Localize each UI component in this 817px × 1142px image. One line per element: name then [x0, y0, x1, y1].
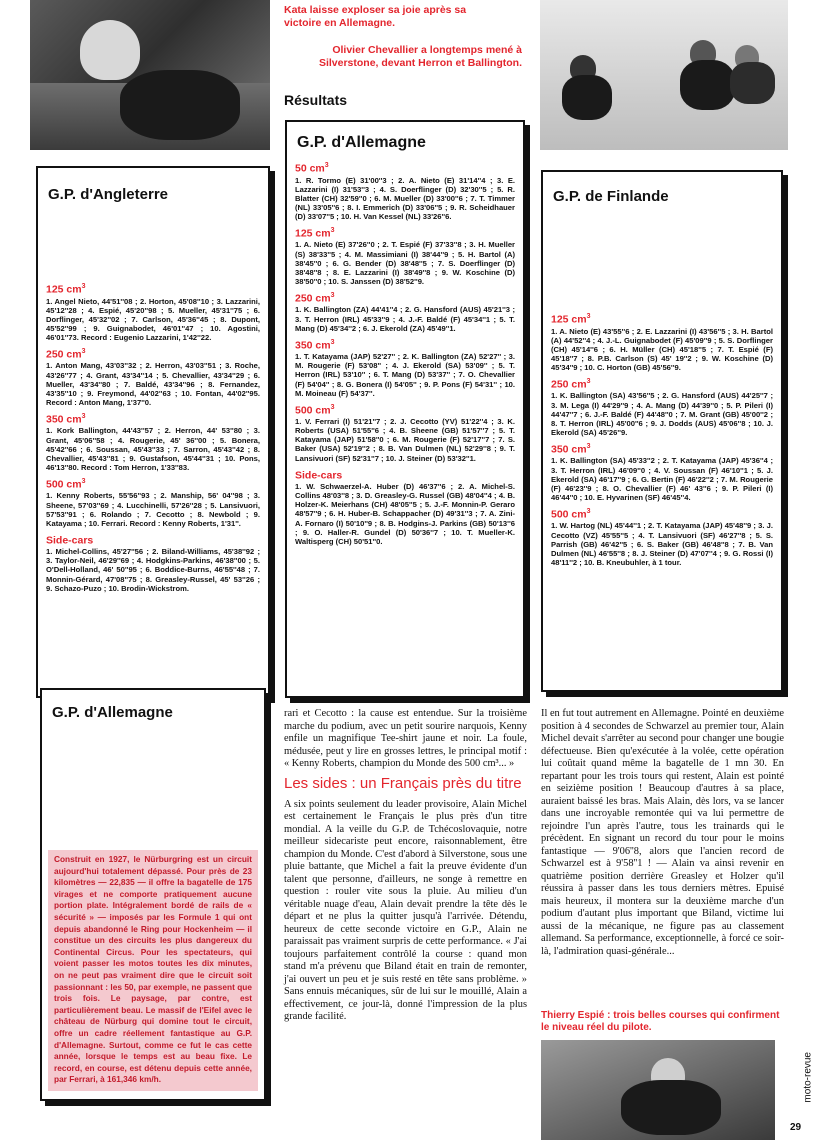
class-label: 250 $cm^3$	[295, 291, 335, 305]
class-results: 1. Kenny Roberts, 55'56''93 ; 2. Manship, 56' 04''98 ; 3. Sheene, 57'03''69 ; 4. Lucchinelli, 57'26''28 ; 5. Lansivuori, 57'53''91 ; 6. Rolando ; 7. Cecotto ; 8. Newbold ; 9. Katayama ; 10. Ferrari. Record : Kenny Roberts, 1'31''.	[46, 491, 260, 528]
box-title: G.P. d'Allemagne	[297, 134, 426, 151]
class-results: 1. Anton Mang, 43'03''32 ; 2. Herron, 43'03''51 ; 3. Roche, 43'26''77 ; 4. Grant, 43'34''14 ; 5. Chevallier, 43'34''29 ; 6. Mueller, 43'34''80 ; 7. Baldé, 43'34''96 ; 8. Fernandez, 43'35''10 ; 9. Freymond, 44'02''63 ; 10. Fontan, 44'02''95. Record : Anton Mang, 1'37''0.	[46, 361, 260, 407]
class-results: 1. K. Ballington (SA) 43'56''5 ; 2. G. Hansford (AUS) 44'25''7 ; 3. M. Lega (I) 44'29''9 ; 4. A. Mang (D) 44'39''0 ; 5. P. Pileri (I) 44'47''7 ; 6. J.-F. Baldé (F) 44'48''0 ; 7. M. Grant (GB) 45'00''2 ; 8. T. Herron (IRL) 45'00''6 ; 9. J. Dodds (AUS) 45'06''8 ; 10. J. Ekerold (SA) 45'26''9.	[551, 391, 773, 437]
class-label: 250 $cm^3$	[551, 377, 591, 391]
results-list	[38, 283, 268, 593]
results-heading: Résultats	[284, 92, 348, 108]
box-title: G.P. d'Allemagne	[52, 704, 173, 721]
caption-kata: Kata laisse exploser sa joie après sa victoire en Allemagne.	[284, 4, 467, 29]
nurburgring-text: Construit en 1927, le Nürburgring est un circuit aujourd'hui totalement dépassé. Pour près de 23 kilomètres — 22,835 — il offre la bagatelle de 175 virages et ne comporte pratiquement aucune portion plate. Intégralement bordé de rails de « sécurité » — imposés par les Formule 1 qui ont depuis abandonné le Ring pour Hockenheim — il constitue un des circuits les plus dangereux du Continental Circus. Pour les spectateurs, qui voient passer les motos toutes les dix minutes, on ne peut pas vraiment dire que le circuit soit passionnant : les 50, par exemple, ne passent que trois fois. Le paysage, par contre, est particulièrement beau. Le massif de l'Eifel avec le château de Nürburg qui domine tout le circuit, offre un cadre réellement fantastique au G.P. d'Allemagne. Surtout, comme ce fut le cas cette année, lorsque le temps est au beau fixe. Le record, en course, est détenu depuis cette année, par Ferrari, à 161,346 km/h.	[48, 850, 258, 1091]
class-results: 1. Angel Nieto, 44'51''08 ; 2. Horton, 45'08''10 ; 3. Lazzarini, 45'12''28 ; 4. Espié, 45'20''98 ; 5. Mueller, 45'31''75 ; 6. Dorflinger, 45'32''02 ; 7. Carlson, 45'36''45 ; 8. Dupont, 45'52''99 ; 9. Guignabodet, 46'01''47 ; 10. Agostini, 46'01''73. Record : Eugenio Lazzarini, 1'42''22.	[46, 296, 260, 342]
box-title: G.P. d'Angleterre	[48, 186, 168, 203]
class-label: 125 $cm^3$	[295, 226, 335, 240]
class-label: 50 $cm^3$	[295, 162, 329, 175]
section-title-rest: : un Français près du titre	[347, 774, 522, 792]
box-gp-angleterre	[36, 166, 270, 698]
class-results: 1. W. Hartog (NL) 45'44''1 ; 2. T. Katayama (JAP) 45'48''9 ; 3. J. Cecotto (VZ) 45'55''5 ; 4. T. Lansivuori (SF) 46'27''8 ; 5. S. Parrish (GB) 46'42''5 ; 6. S. Baker (GB) 46'48''8 ; 7. B. Van Dulmen (NL) 46'55''8 ; 8. J. Steiner (D) 47'07''4 ; 9. G. Rossi (I) 48'11''2 ; 10. B. Kneubuhler, à 1 tour.	[551, 521, 773, 567]
caption-chevallier: Olivier Chevallier a longtemps mené à Silverstone, devant Herron et Ballington.	[318, 44, 522, 69]
class-label: Side-cars	[295, 469, 343, 482]
class-results: 1. A. Nieto (E) 37'26''0 ; 2. T. Espié (F) 37'33''8 ; 3. H. Mueller (S) 38'33''5 ; 4. M. Massimiani (I) 38'44''9 ; 5. H. Bartol (A) 38'45''0 ; 6. G. Bender (D) 38'48''5 ; 7. S. Doerflinger (D) 38'48''8 ; 8. E. Lazzarini (I) 38'49''8 ; 9. W. Koschine (D) 38'50''0 ; 10. S. Janssen (D) 38'52''9.	[295, 240, 515, 286]
class-results: 1. A. Nieto (E) 43'55''6 ; 2. E. Lazzarini (I) 43'56''5 ; 3. H. Bartol (A) 44'52''4 ; 4. J.-L. Guignabodet (F) 45'09''9 ; 5. S. Dorflinger (CH) 45'14''6 ; 6. H. Müller (CH) 45'18''5 ; 7. T. Espié (F) 45'18''7 ; 8. P.B. Carlson (S) 45' 19''2 ; 9. W. Koschine (D) 45'34''9 ; 10. C. Horton (GB) 45'56''9.	[551, 326, 773, 372]
page-number: 29	[790, 1122, 802, 1133]
class-results: 1. K. Ballington (ZA) 44'41''4 ; 2. G. Hansford (AUS) 45'21''3 ; 3. T. Herron (IRL) 45'33''9 ; 4. J.-F. Baldé (F) 45'34''1 ; 5. T. Mang (D) 45'34''2 ; 6. J. Ekerold (ZA) 45'49''1.	[295, 305, 515, 333]
results-list	[543, 313, 781, 567]
class-results: 1. T. Katayama (JAP) 52'27'' ; 2. K. Ballington (ZA) 52'27'' ; 3. M. Rougerie (F) 53'08'' ; 4. J. Ekerold (SA) 53'09'' ; 5. T. Herron (IRL) 53'10'' ; 6. T. Mang (D) 53'37'' ; 7. O. Chevallier (F) 54'04'' ; 8. G. Bonera (I) 54'05'' ; 9. P. Pons (F) 54'31'' ; 10. M. Moineau (F) 54'37''.	[295, 352, 515, 398]
section-title-sides	[284, 775, 527, 793]
class-label: 500 $cm^3$	[295, 403, 335, 417]
class-label: 350 $cm^3$	[551, 442, 591, 456]
magazine-name: moto-revue	[803, 1052, 814, 1103]
class-results: 1. Michel-Collins, 45'27''56 ; 2. Biland-Williams, 45'38''92 ; 3. Taylor-Neil, 46'29''69 ; 4. Hodgkins-Parkins, 46'38''00 ; 5. O'Dell-Holland, 46' 50''95 ; 6. Boddice-Burns, 46'55''48 ; 7. Monnin-Gérard, 47'08''75 ; 8. Greasley-Russel, 45' 53''26 ; 9. Schazo-Puzo ; 10. Brodin-Wickstrom.	[46, 547, 260, 593]
class-label: Side-cars	[46, 534, 94, 547]
class-label: 500 $cm^3$	[551, 507, 591, 521]
class-label: 350 $cm^3$	[295, 338, 335, 352]
box-gp-finlande	[541, 170, 783, 692]
class-results: 1. V. Ferrari (I) 51'21''7 ; 2. J. Cecotto (YV) 51'22''4 ; 3. K. Roberts (USA) 51'55''6 ; 4. B. Sheene (GB) 51'57''7 ; 5. T. Katayama (JAP) 51'58''0 ; 6. M. Rougerie (F) 52'17''7 ; 7. S. Baker (USA) 52'19''2 ; 8. B. Van Dulmen (NL) 52'29''8 ; 9. T. Lansivuori (SF) 52'31''7 ; 10. J. Steiner (D) 53'32''1.	[295, 417, 515, 463]
photo-kata-celebration	[30, 0, 270, 150]
class-label: 350 $cm^3$	[46, 412, 86, 426]
class-results: 1. R. Tormo (E) 31'00''3 ; 2. A. Nieto (E) 31'14''4 ; 3. E. Lazzarini (I) 31'53''3 ; 4. S. Doerflinger (D) 32'30''5 ; 5. R. Blatter (CH) 32'59''0 ; 6. M. Mueller (D) 33'00''6 ; 7. T. Timmer (NL) 33'05''6 ; 8. I. Emmerich (D) 33'06''5 ; 9. R. Scheidhauer (D) 33'07''5 ; 10. H. Van Kessel (NL) 33'26''6.	[295, 175, 515, 221]
results-list	[287, 162, 523, 546]
photo-silverstone-chevallier	[540, 0, 788, 150]
article-intro: rari et Cecotto : la cause est entendue. Sur la troisième marche du podium, avec un petit sourire narquois, Kenny enfile un magnifique Tee-shirt jaune et noir. La foule, médusée, peut y lire en grosses lettres, le principal motif : « Kenny Roberts, champion du Monde des 500 cm³... »	[284, 708, 527, 769]
article-column-2	[541, 708, 784, 958]
section-title-main: Les sides	[284, 774, 348, 792]
article-body: Il en fut tout autrement en Allemagne. Pointé en deuxième position à 4 secondes de Schwarzel au premier tour, Alain Michel devait s'arrêter au second pour changer une bougie défectueuse. Bien qu'exécutée à la volée, cette opération lui coûtait quand même la bagatelle de 1 mn 30. En repartant pour les trois tours qui restent, Alain est pointé en seizième position ! Beaucoup d'autres à sa place, auraient baissé les bras. Mais Alain, dès lors, va se lancer dans une incroyable remontée qui va lui permettre de rejoindre l'un après l'autre, tous les trainards qui le précèdent. En signant un record du tour pour le moins fantastique — 9'06''8, alors que l'ancien record de Schwarzel est à 9'58''1 ! — Alain va ainsi revenir en quatrième position derrière Greasley et Holzer qu'il réussira à passer dans les tous derniers mètres. Epuisé mais heureux, il montera sur la deuxième marche d'un podium d'autant plus important que Biland, victime lui aussi de la mécanique, ne figure pas au classement allemand. Sa performance, exceptionnelle, à forcé ce soir-là, l'admiration quasi-générale...	[541, 708, 784, 957]
box-gp-allemagne	[285, 120, 525, 698]
class-results: 1. Kork Ballington, 44'43''57 ; 2. Herron, 44' 53''80 ; 3. Grant, 45'06''58 ; 4. Rougerie, 45' 36''00 ; 5. Bonera, 45'42''66 ; 6. Soussan, 45'43''33 ; 7. Sarron, 45'43''42 ; 8. Chevallier, 45'43''81 ; 9. Gustafson, 45'44''31 ; 10. Pons, 46'13''80. Record : Tom Herron, 1'33''83.	[46, 426, 260, 472]
class-results: 1. W. Schwaerzel-A. Huber (D) 46'37''6 ; 2. A. Michel-S. Collins 48'03''8 ; 3. D. Greasley-G. Russel (GB) 48'04''4 ; 4. B. Holzer-K. Meierhans (CH) 48'05''5 ; 5. J.-F. Monnin-P. Geraro 48'57''9 ; 6. H. Huber-B. Schappacher (D) 49'31''3 ; 7. A. Zini-A. Fornaro (I) 50'10''9 ; 8. B. Hodgins-J. Parkins (GB) 50'13''6 ; 9. O. Haller-R. Gundel (D) 50'36''7 ; 10. T. Mueller-K. Waltisperg (CH) 50'51''0.	[295, 482, 515, 546]
class-label: 125 $cm^3$	[46, 283, 86, 296]
class-label: 500 $cm^3$	[46, 477, 86, 491]
class-label: 250 $cm^3$	[46, 347, 86, 361]
class-results: 1. K. Ballington (SA) 45'33''2 ; 2. T. Katayama (JAP) 45'36''4 ; 3. T. Herron (IRL) 46'09''0 ; 4. V. Soussan (F) 46'10''1 ; 5. J. Ekerold (SA) 46'17''9 ; 6. G. Bertin (F) 46'22''2 ; 7. M. Rougerie (F) 46'23''9 ; 8. O. Chevallier (F) 46' 43''6 ; 9. P. Pileri (I) 46'44''0 ; 10. E. Hyvarinen (SF) 46'45''4.	[551, 456, 773, 502]
box-title: G.P. de Finlande	[553, 188, 669, 205]
photo-thierry-espie	[541, 1040, 775, 1140]
class-label: 125 $cm^3$	[551, 313, 591, 326]
box-nurburgring	[40, 688, 266, 1101]
article-body: A six points seulement du leader provisoire, Alain Michel est certainement le Français le plus près d'un titre mondial. A la veille du G.P. de Tchécoslovaquie, notre meilleur sidecariste peut encore, raisonnablement, être champion du Monde. C'est d'abord à Silverstone, sous une pluie battante, que Michel a fait la preuve évidente d'un talent que personne, d'ailleurs, ne songe à remettre en question : rouler vite sous la pluie. Au milieu d'un véritable nuage d'eau, Alain devait prendre la tête dès le départ et ne plus la quitter jusqu'à l'arrivée. Détendu, heureux de cette seconde victoire en G.P., Alain ne paraissait pas vraiment surpris de cette performance. « J'ai toujours parfaitement contrôlé la course : quand mon stand m'a prévenu que Biland était en train de remonter, j'ai ouvert un peu et je suis resté en tête sans problème. » Sans ennuis mécaniques, sûr de lui sur le mouillé, Alain a effectivement, ce jour-là, donné l'impression de la plus grande facilité.	[284, 798, 527, 1022]
article-column-1	[284, 708, 527, 1024]
caption-espie: Thierry Espié : trois belles courses qui confirment le niveau réel du pilote.	[541, 1010, 780, 1033]
